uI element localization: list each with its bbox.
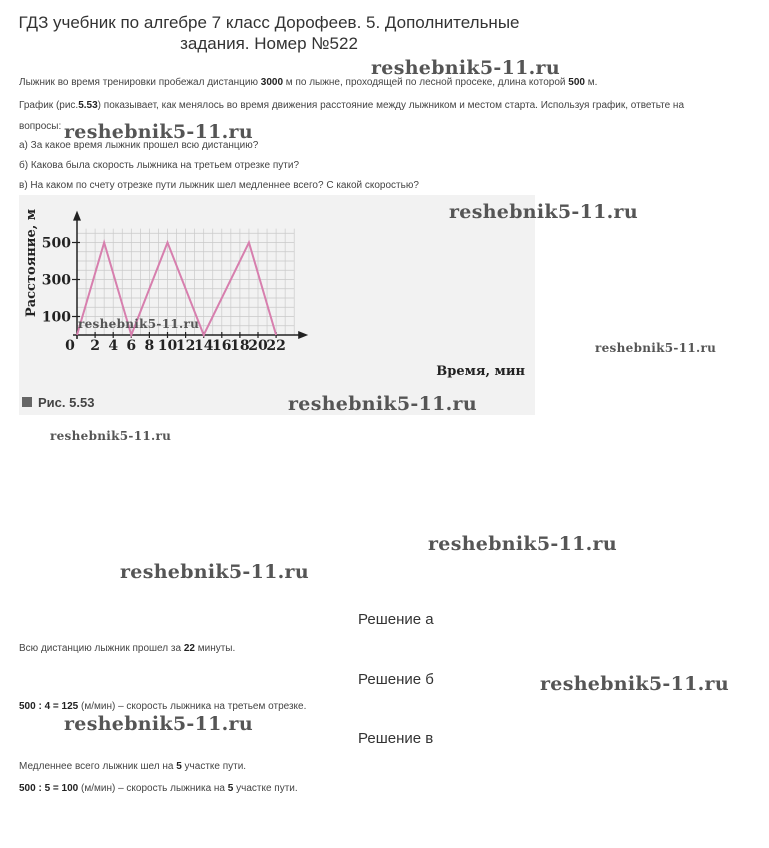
watermark: reshebnik5-11.ru [78,317,200,331]
solution-c-heading: Решение в [358,730,434,747]
solution-b-text: 500 : 4 = 125 (м/мин) – скорость лыжника на третьем отрезке. [19,701,307,712]
x-tick-label: 2 [90,338,100,354]
solution-c-text-2: 500 : 5 = 100 (м/мин) – скорость лыжника на 5 участке пути. [19,783,298,794]
watermark: reshebnik5-11.ru [540,673,729,695]
distance-time-chart [19,195,535,415]
figure-5-53 [19,195,535,415]
problem-graph-text-2: вопросы: [19,121,62,132]
x-tick-label: 4 [108,338,119,354]
x-tick-label: 22 [266,338,286,354]
y-tick-label: 500 [41,235,71,252]
x-tick-label: 8 [144,338,155,354]
caption-square-icon [22,397,32,407]
watermark: reshebnik5-11.ru [428,533,617,555]
watermark: reshebnik5-11.ru [288,393,477,415]
x-tick-label: 20 [248,338,268,354]
watermark: reshebnik5-11.ru [64,121,253,143]
y-tick-label: 300 [41,272,71,289]
x-axis-arrow-icon [298,331,308,339]
x-tick-label: 14 [193,338,214,354]
watermark: reshebnik5-11.ru [120,561,309,583]
x-tick-label: 12 [175,338,196,354]
question-a: а) За какое время лыжник прошел всю дистанцию? [19,140,259,151]
watermark: reshebnik5-11.ru [449,201,638,223]
x-tick-label: 6 [126,338,137,354]
watermark: reshebnik5-11.ru [64,713,253,735]
question-c: в) На каком по счету отрезке пути лыжник шел медленнее всего? С какой скоростью? [19,180,419,191]
page-title: ГДЗ учебник по алгебре 7 класс Дорофеев. 5. Дополнительные задания. Номер №522 [18,13,520,53]
watermark: reshebnik5-11.ru [595,341,717,355]
solution-a-heading: Решение а [358,611,434,628]
x-tick-label: 0 [65,338,75,354]
solution-a-text: Всю дистанцию лыжник прошел за 22 минуты. [19,643,236,654]
problem-graph-text: График (рис.5.53) показывает, как менялось во время движения расстояние между лыжником и местом старта. Используя график, ответьте на [19,100,685,111]
question-b: б) Какова была скорость лыжника на третьем отрезке пути? [19,160,300,171]
y-axis-arrow-icon [73,211,81,221]
x-tick-label: 16 [212,338,232,354]
solution-b-heading: Решение б [358,671,434,688]
problem-intro: Лыжник во время тренировки пробежал дистанцию 3000 м по лыжне, проходящей по лесной просеке, длина которой 500 м. [19,77,598,88]
x-tick-label: 10 [157,338,178,354]
x-axis-label: Время, мин [436,364,525,379]
x-tick-label: 18 [230,338,250,354]
solution-c-text-1: Медленнее всего лыжник шел на 5 участке пути. [19,761,247,772]
y-tick-label: 100 [41,309,71,326]
watermark: reshebnik5-11.ru [371,57,560,79]
watermark: reshebnik5-11.ru [50,429,172,443]
figure-caption: Рис. 5.53 [38,395,95,410]
y-axis-label: Расстояние, м [24,208,39,318]
